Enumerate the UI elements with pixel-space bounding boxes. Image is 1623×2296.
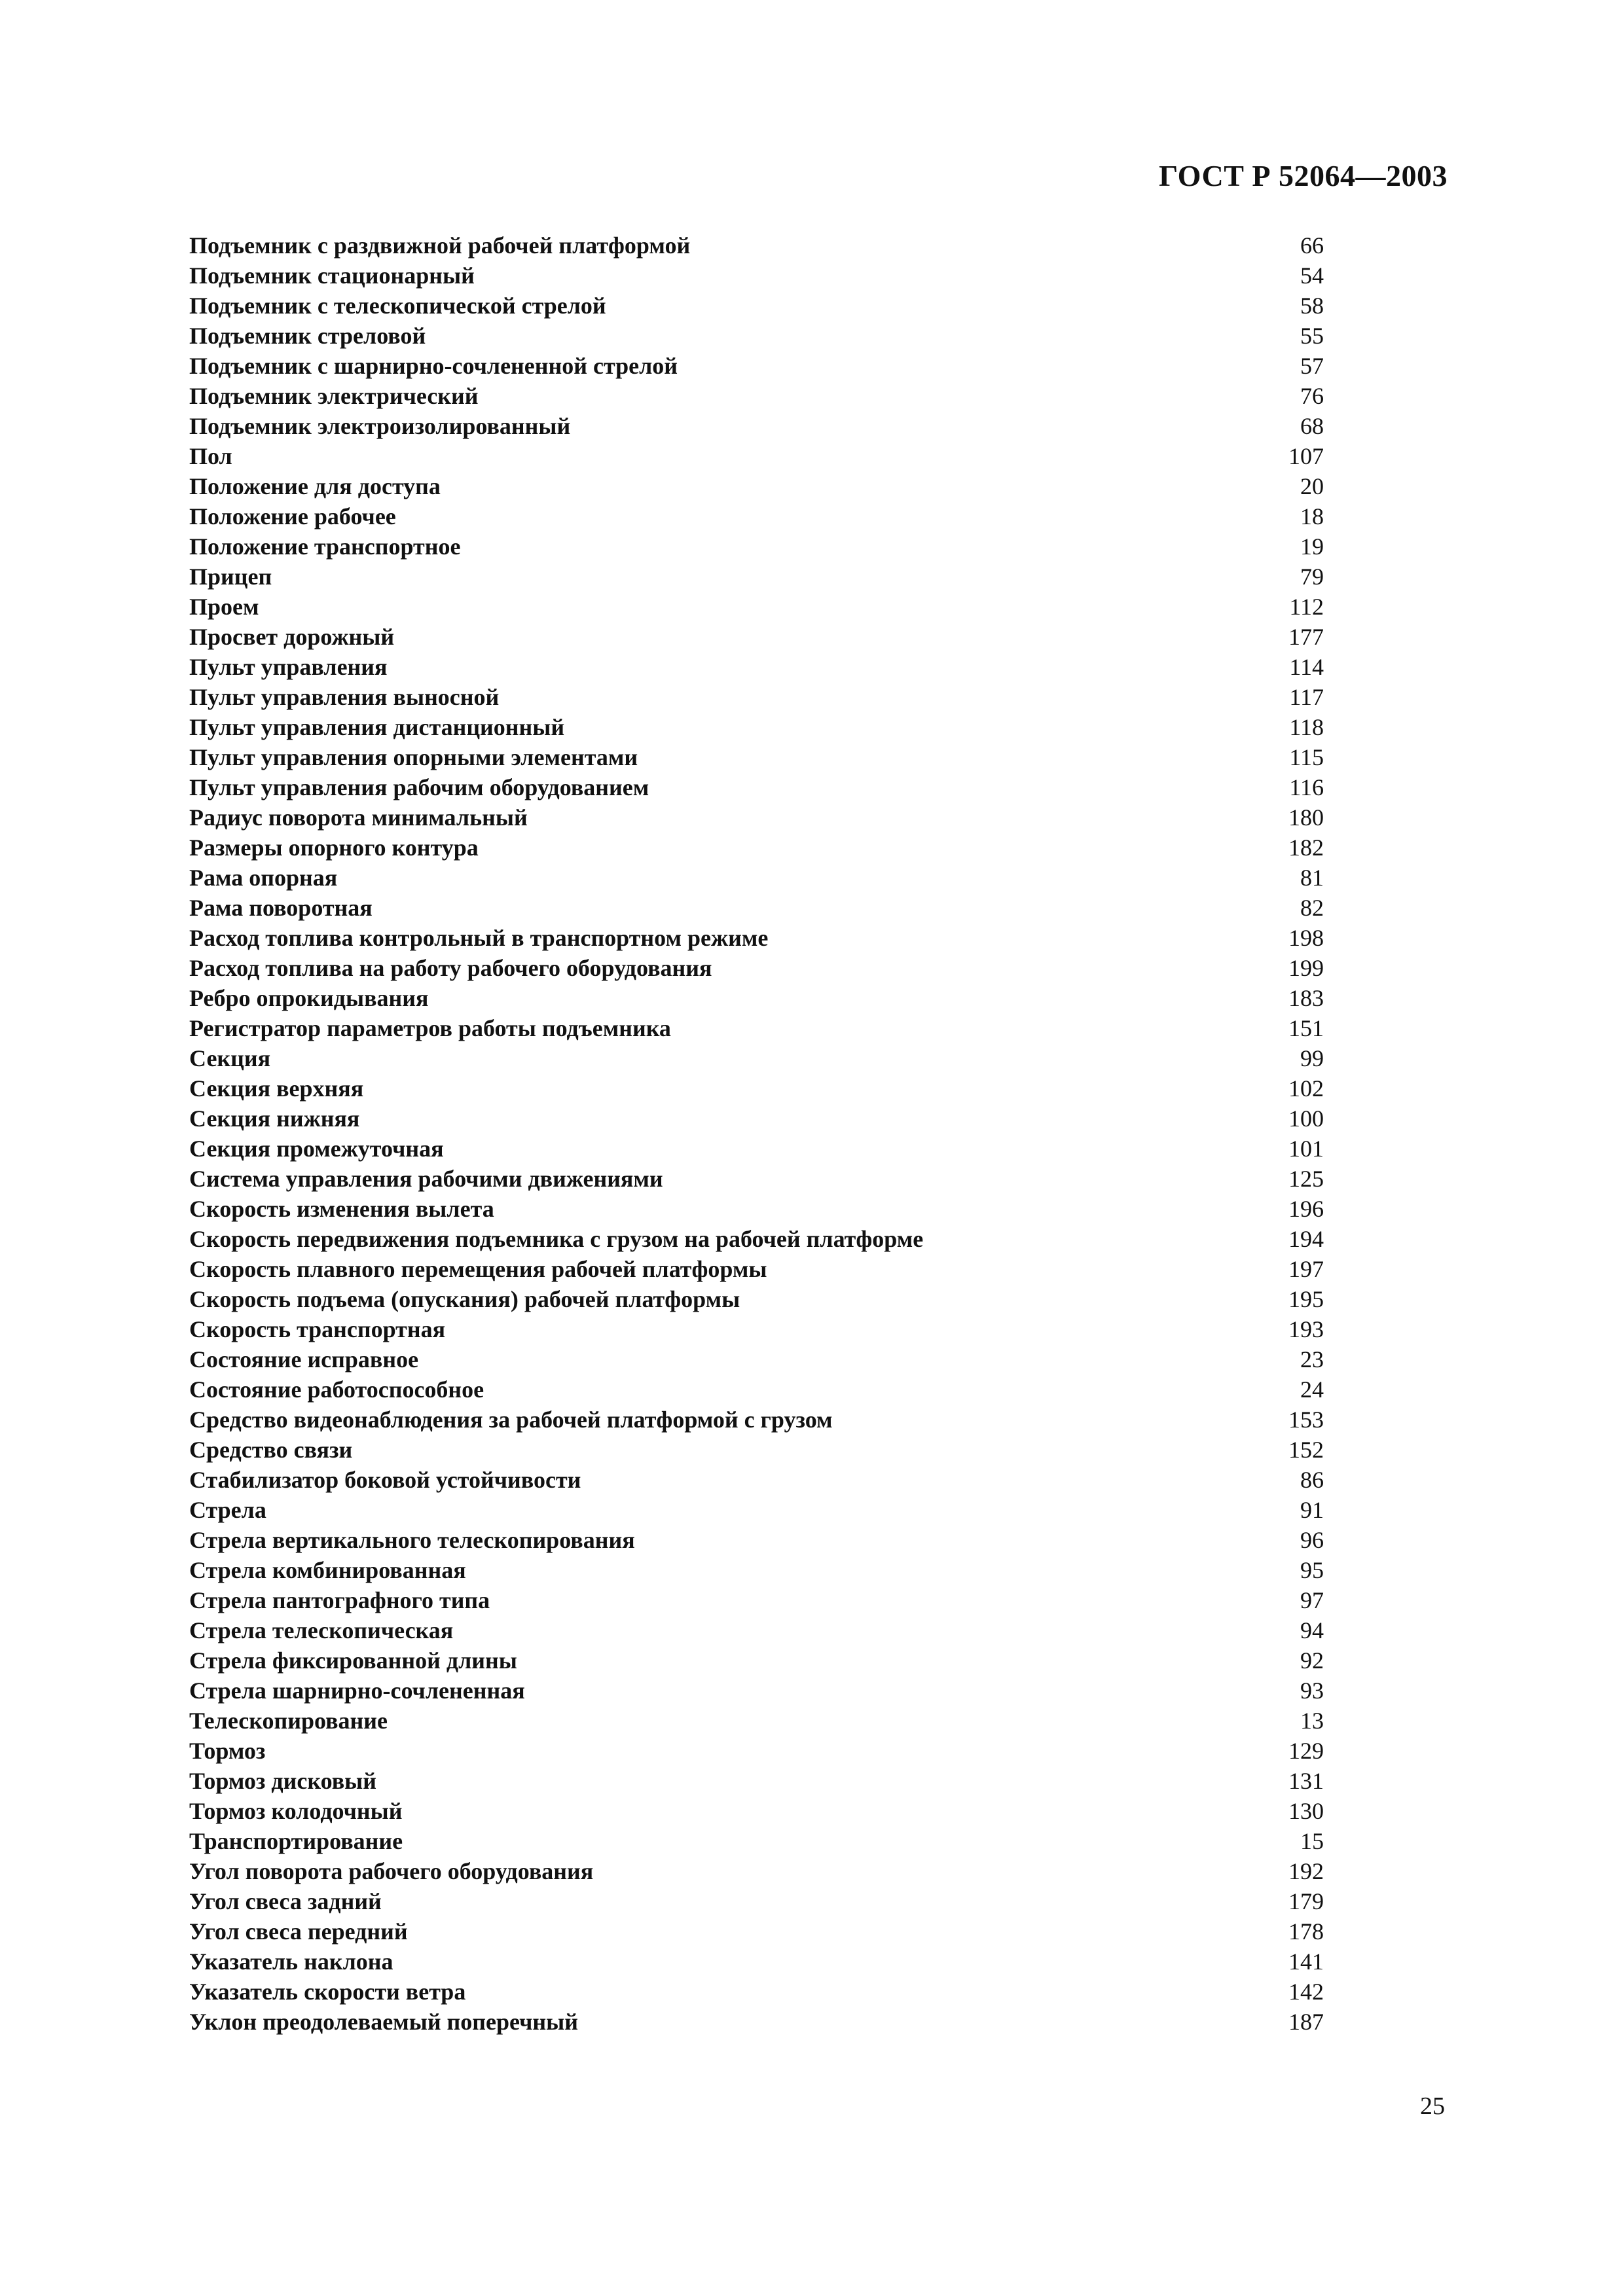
- index-term: Скорость подъема (опускания) рабочей платформы: [189, 1286, 740, 1312]
- index-entry: [189, 592, 1324, 622]
- index-term-number: 125: [1288, 1166, 1324, 1192]
- index-term: Подъемник электрический: [189, 383, 479, 409]
- index-term: Скорость плавного перемещения рабочей платформы: [189, 1256, 767, 1282]
- index-entry: [189, 441, 1324, 471]
- index-term-number: 177: [1288, 624, 1324, 650]
- index-entry: [189, 802, 1324, 833]
- index-term: Уклон преодолеваемый поперечный: [189, 2009, 579, 2035]
- index-term: Пульт управления дистанционный: [189, 714, 565, 740]
- index-term-number: 183: [1288, 985, 1324, 1011]
- index-term-number: 118: [1289, 714, 1324, 740]
- index-term-number: 54: [1300, 262, 1324, 289]
- index-entry: [189, 2007, 1324, 2037]
- index-term-number: 92: [1300, 1647, 1324, 1674]
- index-term-number: 152: [1288, 1437, 1324, 1463]
- index-term: Положение транспортное: [189, 533, 461, 560]
- index-entry: [189, 1766, 1324, 1796]
- index-entry: [189, 1555, 1324, 1585]
- index-term-number: 81: [1300, 865, 1324, 891]
- index-term-number: 141: [1288, 1948, 1324, 1975]
- index-term-number: 197: [1288, 1256, 1324, 1282]
- index-entry: [189, 230, 1324, 260]
- index-term: Указатель скорости ветра: [189, 1979, 466, 2005]
- index-term-number: 24: [1300, 1376, 1324, 1403]
- index-term: Угол свеса задний: [189, 1888, 382, 1914]
- index-entry: [189, 1886, 1324, 1916]
- index-entry: [189, 1164, 1324, 1194]
- index-term: Пол: [189, 443, 232, 469]
- index-term-number: 199: [1288, 955, 1324, 981]
- index-term-number: 100: [1288, 1105, 1324, 1132]
- index-entry: [189, 260, 1324, 291]
- index-term: Просвет дорожный: [189, 624, 395, 650]
- index-term: Проем: [189, 594, 259, 620]
- index-term-number: 102: [1288, 1075, 1324, 1102]
- index-entry: [189, 562, 1324, 592]
- index-entry: [189, 1224, 1324, 1254]
- index-entry: [189, 1465, 1324, 1495]
- index-term-number: 19: [1300, 533, 1324, 560]
- index-term: Расход топлива контрольный в транспортном режиме: [189, 925, 769, 951]
- index-entry: [189, 772, 1324, 802]
- index-term-number: 114: [1289, 654, 1324, 680]
- index-term: Транспортирование: [189, 1828, 403, 1854]
- index-term: Скорость транспортная: [189, 1316, 446, 1342]
- index-term: Пульт управления выносной: [189, 684, 500, 710]
- alphabetical-index: [189, 230, 1324, 2037]
- index-term-number: 95: [1300, 1557, 1324, 1583]
- index-entry: [189, 983, 1324, 1013]
- index-term: Подъемник электроизолированный: [189, 413, 571, 439]
- index-entry: [189, 1103, 1324, 1134]
- index-entry: [189, 1706, 1324, 1736]
- index-entry: [189, 1676, 1324, 1706]
- index-term: Расход топлива на работу рабочего оборудования: [189, 955, 712, 981]
- index-term-number: 55: [1300, 323, 1324, 349]
- index-term-number: 194: [1288, 1226, 1324, 1252]
- index-term: Рама опорная: [189, 865, 338, 891]
- index-term-number: 15: [1300, 1828, 1324, 1854]
- index-entry: [189, 1405, 1324, 1435]
- index-term-number: 182: [1288, 834, 1324, 861]
- index-term: Пульт управления рабочим оборудованием: [189, 774, 649, 800]
- index-term: Система управления рабочими движениями: [189, 1166, 663, 1192]
- index-entry: [189, 321, 1324, 351]
- index-term-number: 79: [1300, 564, 1324, 590]
- index-term-number: 23: [1300, 1346, 1324, 1372]
- index-entry: [189, 1013, 1324, 1043]
- index-term: Рама поворотная: [189, 895, 373, 921]
- index-term-number: 116: [1289, 774, 1324, 800]
- index-term: Пульт управления: [189, 654, 388, 680]
- index-term: Прицеп: [189, 564, 272, 590]
- index-entry: [189, 622, 1324, 652]
- index-term-number: 129: [1288, 1738, 1324, 1764]
- index-entry: [189, 1585, 1324, 1615]
- index-term-number: 130: [1288, 1798, 1324, 1824]
- index-entry: [189, 1374, 1324, 1405]
- index-term-number: 93: [1300, 1677, 1324, 1704]
- index-term: Подъемник с раздвижной рабочей платформой: [189, 232, 691, 259]
- index-entry: [189, 381, 1324, 411]
- index-entry: [189, 682, 1324, 712]
- document-header: ГОСТ Р 52064—2003: [1159, 159, 1448, 192]
- index-term: Подъемник с телескопической стрелой: [189, 293, 606, 319]
- index-term-number: 187: [1288, 2009, 1324, 2035]
- index-term: Пульт управления опорными элементами: [189, 744, 638, 770]
- index-term-number: 179: [1288, 1888, 1324, 1914]
- index-entry: [189, 1736, 1324, 1766]
- index-term: Стрела шарнирно-сочлененная: [189, 1677, 525, 1704]
- index-entry: [189, 1826, 1324, 1856]
- index-term: Стрела пантографного типа: [189, 1587, 490, 1613]
- index-entry: [189, 1977, 1324, 2007]
- index-term-number: 196: [1288, 1196, 1324, 1222]
- index-entry: [189, 1435, 1324, 1465]
- index-entry: [189, 1073, 1324, 1103]
- index-term: Стрела вертикального телескопирования: [189, 1527, 635, 1553]
- index-term-number: 117: [1289, 684, 1324, 710]
- index-term: Состояние исправное: [189, 1346, 419, 1372]
- index-term-number: 86: [1300, 1467, 1324, 1493]
- index-term: Скорость изменения вылета: [189, 1196, 494, 1222]
- index-entry: [189, 742, 1324, 772]
- index-term-number: 57: [1300, 353, 1324, 379]
- index-entry: [189, 1134, 1324, 1164]
- index-term: Положение для доступа: [189, 473, 441, 499]
- page-number: 25: [1420, 2092, 1445, 2120]
- index-entry: [189, 953, 1324, 983]
- index-term-number: 18: [1300, 503, 1324, 529]
- index-term-number: 107: [1288, 443, 1324, 469]
- index-term: Средство связи: [189, 1437, 353, 1463]
- index-term: Стрела: [189, 1497, 266, 1523]
- index-term: Угол свеса передний: [189, 1918, 408, 1945]
- index-term: Размеры опорного контура: [189, 834, 479, 861]
- index-entry: [189, 833, 1324, 863]
- index-term-number: 198: [1288, 925, 1324, 951]
- index-term: Тормоз: [189, 1738, 266, 1764]
- index-entry: [189, 1645, 1324, 1676]
- index-term-number: 58: [1300, 293, 1324, 319]
- index-term: Радиус поворота минимальный: [189, 804, 528, 831]
- index-entry: [189, 1314, 1324, 1344]
- index-term: Секция верхняя: [189, 1075, 364, 1102]
- index-entry: [189, 893, 1324, 923]
- index-term: Указатель наклона: [189, 1948, 393, 1975]
- index-entry: [189, 531, 1324, 562]
- index-term: Положение рабочее: [189, 503, 396, 529]
- index-entry: [189, 1495, 1324, 1525]
- index-term-number: 20: [1300, 473, 1324, 499]
- index-entry: [189, 863, 1324, 893]
- index-entry: [189, 351, 1324, 381]
- index-term: Секция: [189, 1045, 271, 1071]
- index-term: Подъемник стационарный: [189, 262, 475, 289]
- index-term-number: 180: [1288, 804, 1324, 831]
- index-entry: [189, 1946, 1324, 1977]
- index-term-number: 115: [1289, 744, 1324, 770]
- index-term: Скорость передвижения подъемника с грузом на рабочей платформе: [189, 1226, 924, 1252]
- index-term: Ребро опрокидывания: [189, 985, 429, 1011]
- index-term: Телескопирование: [189, 1708, 388, 1734]
- index-entry: [189, 652, 1324, 682]
- index-term-number: 131: [1288, 1768, 1324, 1794]
- index-entry: [189, 1796, 1324, 1826]
- index-term-number: 101: [1288, 1136, 1324, 1162]
- index-term: Угол поворота рабочего оборудования: [189, 1858, 594, 1884]
- index-term: Стрела телескопическая: [189, 1617, 454, 1643]
- index-entry: [189, 1916, 1324, 1946]
- index-term-number: 91: [1300, 1497, 1324, 1523]
- index-term: Подъемник стреловой: [189, 323, 426, 349]
- index-term: Средство видеонаблюдения за рабочей платформой с грузом: [189, 1407, 833, 1433]
- index-term-number: 68: [1300, 413, 1324, 439]
- index-term-number: 66: [1300, 232, 1324, 259]
- index-entry: [189, 1856, 1324, 1886]
- index-term: Секция нижняя: [189, 1105, 360, 1132]
- index-term: Подъемник с шарнирно-сочлененной стрелой: [189, 353, 678, 379]
- index-entry: [189, 1525, 1324, 1555]
- index-term-number: 178: [1288, 1918, 1324, 1945]
- index-entry: [189, 411, 1324, 441]
- index-term-number: 195: [1288, 1286, 1324, 1312]
- index-entry: [189, 1615, 1324, 1645]
- index-entry: [189, 1043, 1324, 1073]
- index-term-number: 193: [1288, 1316, 1324, 1342]
- index-entry: [189, 923, 1324, 953]
- index-term-number: 142: [1288, 1979, 1324, 2005]
- index-term-number: 97: [1300, 1587, 1324, 1613]
- index-entry: [189, 712, 1324, 742]
- index-term-number: 13: [1300, 1708, 1324, 1734]
- index-entry: [189, 1344, 1324, 1374]
- index-entry: [189, 1284, 1324, 1314]
- index-entry: [189, 501, 1324, 531]
- index-term-number: 82: [1300, 895, 1324, 921]
- index-term-number: 153: [1288, 1407, 1324, 1433]
- index-term: Тормоз колодочный: [189, 1798, 403, 1824]
- index-entry: [189, 291, 1324, 321]
- index-term: Тормоз дисковый: [189, 1768, 376, 1794]
- index-term-number: 94: [1300, 1617, 1324, 1643]
- index-term-number: 112: [1289, 594, 1324, 620]
- index-term-number: 76: [1300, 383, 1324, 409]
- index-term: Регистратор параметров работы подъемника: [189, 1015, 671, 1041]
- index-term: Секция промежуточная: [189, 1136, 444, 1162]
- index-term: Стабилизатор боковой устойчивости: [189, 1467, 581, 1493]
- index-entry: [189, 471, 1324, 501]
- index-term-number: 151: [1288, 1015, 1324, 1041]
- index-entry: [189, 1194, 1324, 1224]
- index-entry: [189, 1254, 1324, 1284]
- index-term-number: 99: [1300, 1045, 1324, 1071]
- index-term: Стрела фиксированной длины: [189, 1647, 517, 1674]
- index-term: Стрела комбинированная: [189, 1557, 466, 1583]
- index-term-number: 192: [1288, 1858, 1324, 1884]
- index-term-number: 96: [1300, 1527, 1324, 1553]
- index-term: Состояние работоспособное: [189, 1376, 484, 1403]
